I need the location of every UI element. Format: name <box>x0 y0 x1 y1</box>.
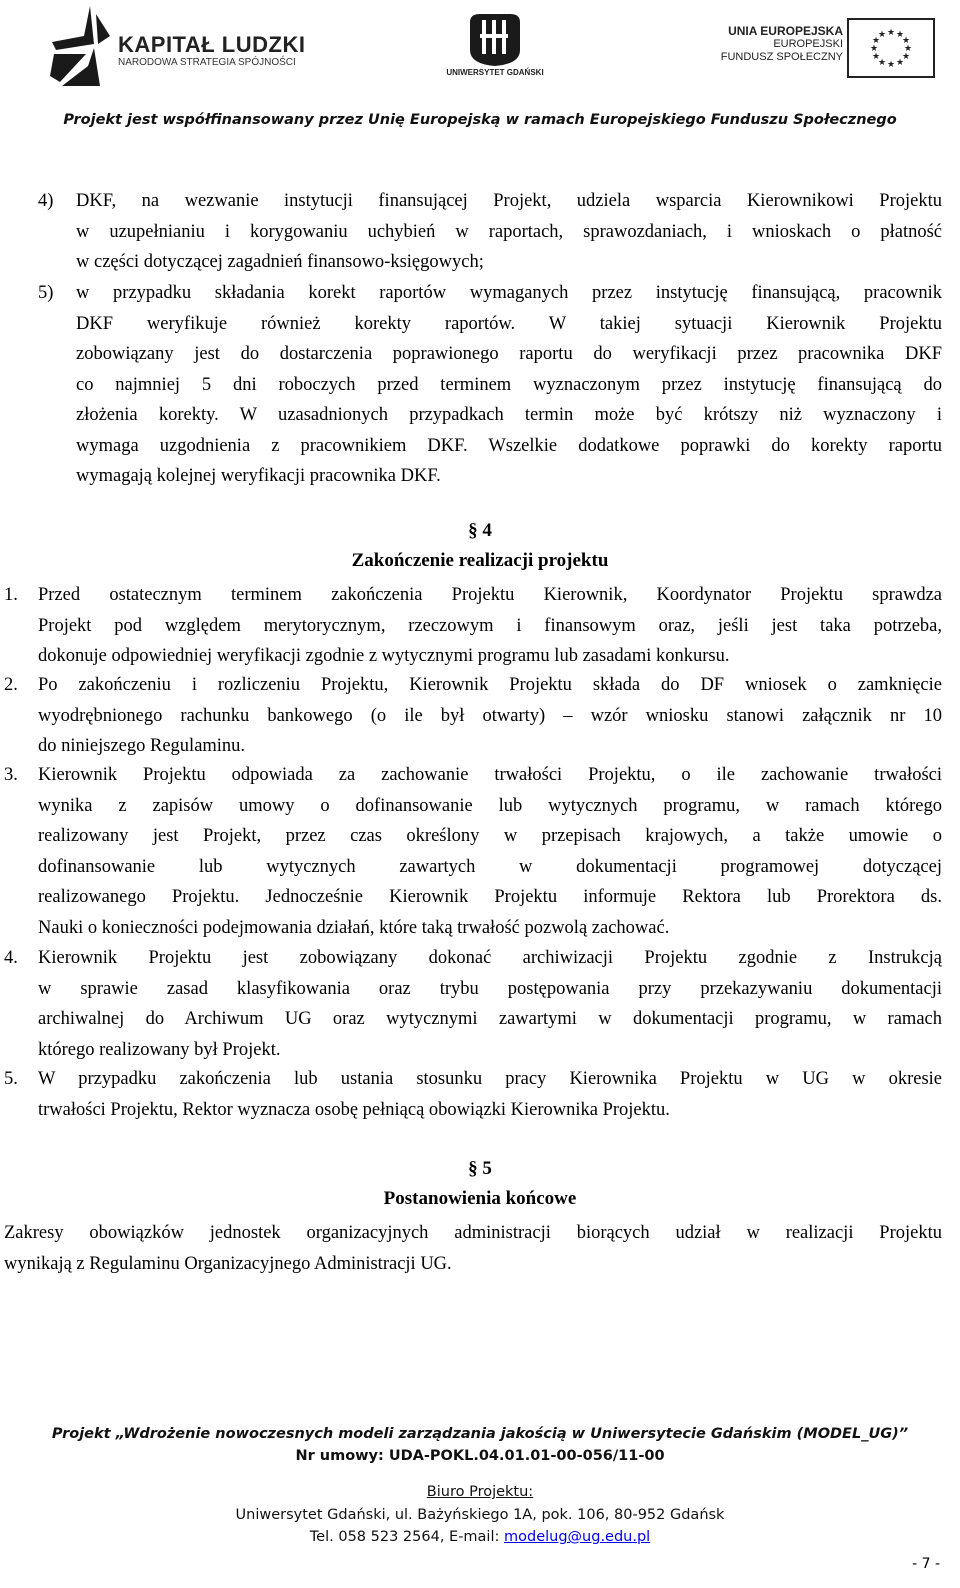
svg-text:★: ★ <box>871 52 881 62</box>
list-item-number: 4) <box>38 191 54 211</box>
list-item-number: 1. <box>4 585 18 605</box>
svg-text:★: ★ <box>886 28 896 38</box>
text-line: DKF, na wezwanie instytucji finansującej Projekt, udziela wsparcia Kierownikowi Projektu <box>76 191 942 211</box>
list-item-number: 2. <box>4 675 18 695</box>
text-line: Po zakończeniu i rozliczeniu Projektu, Kierownik Projektu składa do DF wniosek o zamknięcie <box>38 675 942 695</box>
text-line: którego realizowany był Projekt. <box>38 1039 281 1060</box>
ug-emblem-icon <box>440 12 550 68</box>
svg-text:★: ★ <box>895 58 905 68</box>
svg-text:★: ★ <box>901 52 911 62</box>
section-title: Zakończenie realizacji projektu <box>351 550 609 571</box>
text-line: dofinansowanie lub wytycznych zawartych w dokumentacji programowej dotyczącej <box>38 856 942 877</box>
eu-line3: FUNDUSZ SPOŁECZNY <box>720 51 843 63</box>
kapital-ludzki-subtitle: NARODOWA STRATEGIA SPÓJNOŚCI <box>118 57 296 68</box>
section-title: Postanowienia końcowe <box>383 1188 577 1209</box>
text-line: złożenia korekty. W uzasadnionych przypadkach termin może być krótszy niż wyznaczony i <box>76 405 942 425</box>
kapital-ludzki-emblem-icon <box>50 6 112 86</box>
eu-flag-icon <box>847 18 935 78</box>
cofinancing-note: Projekt jest współfinansowany przez Unię Europejską w ramach Europejskiego Funduszu Społecznego <box>63 112 897 128</box>
svg-text:★: ★ <box>877 30 887 40</box>
text-line: dokonuje odpowiedniej weryfikacji zgodnie z wytycznymi programu lub zasadami konkursu. <box>38 646 730 666</box>
list-item <box>38 1064 942 1125</box>
footer-email-link[interactable]: modelug@ug.edu.pl <box>504 1529 651 1545</box>
text-line: realizowany jest Projekt, przez czas określony w przepisach krajowych, a także umowie o <box>38 826 942 846</box>
text-line: realizowanego Projektu. Jednocześnie Kierownik Projektu informuje Rektora lub Prorektora ds. <box>38 887 942 907</box>
list-item <box>38 943 942 1065</box>
list-item <box>38 580 942 672</box>
list-item <box>76 186 942 278</box>
text-line: w uzupełnianiu i korygowaniu uchybień w raportach, sprawozdaniach, i wnioskach o płatność <box>76 221 942 242</box>
text-line: DKF weryfikuje również korekty raportów. W takiej sytuacji Kierownik Projektu <box>76 313 942 334</box>
eu-line2: EUROPEJSKI <box>773 38 843 50</box>
text-line: archiwalnej do Archiwum UG oraz wytycznymi zawartymi w dokumentacji programu, w ramach <box>38 1009 942 1029</box>
text-line: w sprawie zasad klasyfikowania oraz trybu postępowania przy przekazywaniu dokumentacji <box>38 978 942 999</box>
eu-line1: UNIA EUROPEJSKA <box>728 24 843 38</box>
text-line: zobowiązany jest do dostarczenia poprawionego raportu do weryfikacji przez pracownika DKF <box>76 344 942 364</box>
text-line: w części dotyczącej zagadnień finansowo-księgowych; <box>76 252 484 272</box>
svg-text:★: ★ <box>895 30 905 40</box>
text-line: trwałości Projektu, Rektor wyznacza osobę pełniącą obowiązki Kierownika Projektu. <box>38 1099 670 1120</box>
svg-text:★: ★ <box>871 36 881 46</box>
list-item <box>76 278 942 492</box>
text-line: Zakresy obowiązków jednostek organizacyjnych administracji biorących udział w realizacji Projektu <box>4 1223 942 1243</box>
text-line: wymaga uzgodnienia z pracownikiem DKF. Wszelkie dodatkowe poprawki do korekty raportu <box>76 435 942 456</box>
text-line: Kierownik Projektu odpowiada za zachowanie trwałości Projektu, o ile zachowanie trwałości <box>38 765 942 785</box>
footer-contact <box>0 1529 960 1545</box>
text-line: W przypadku zakończenia lub ustania stosunku pracy Kierownika Projektu w UG w okresie <box>38 1069 942 1089</box>
footer-address: Uniwersytet Gdański, ul. Bażyńskiego 1A, pok. 106, 80-952 Gdańsk <box>235 1507 725 1523</box>
text-line: wyodrębnionego rachunku bankowego (o ile był otwarty) – wzór wniosku stanowi załącznik nr 10 <box>38 705 942 726</box>
text-line: wynikają z Regulaminu Organizacyjnego Administracji UG. <box>4 1253 452 1274</box>
ug-logo <box>440 12 550 82</box>
page-number: - 7 - <box>912 1556 940 1572</box>
list-item <box>38 670 942 762</box>
paragraph <box>4 1218 942 1279</box>
footer-office-label <box>0 1484 960 1500</box>
list-item-number: 4. <box>4 948 18 968</box>
svg-text:★: ★ <box>877 58 887 68</box>
text-line: Kierownik Projektu jest zobowiązany dokonać archiwizacji Projektu zgodnie z Instrukcją <box>38 948 942 968</box>
list-item <box>38 760 942 943</box>
header-logos <box>0 0 960 100</box>
section-number: § 4 <box>468 520 492 541</box>
kapital-ludzki-logo <box>50 6 320 86</box>
eu-logo <box>715 18 935 78</box>
text-line: wynika z zapisów umowy o dofinansowanie lub wytycznych programu, w ramach którego <box>38 795 942 816</box>
text-line: w przypadku składania korekt raportów wymaganych przez instytucję finansującą, pracownik <box>76 283 942 303</box>
svg-text:★: ★ <box>886 60 896 70</box>
text-line: Przed ostatecznym terminem zakończenia Projektu Kierownik, Koordynator Projektu sprawdza <box>38 585 942 605</box>
list-item-number: 3. <box>4 765 18 785</box>
footer-contract: Nr umowy: UDA-POKL.04.01.01-00-056/11-00 <box>295 1448 665 1464</box>
text-line: Projekt pod względem merytorycznym, rzeczowym i finansowym oraz, jeśli jest taka potrzeba, <box>38 615 942 636</box>
svg-text:★: ★ <box>869 44 879 54</box>
footer-project-title-text: Projekt „Wdrożenie nowoczesnych modeli zarządzania jakością w Uniwersytecie Gdańskim (MODEL_UG)” <box>51 1426 909 1442</box>
text-line: Nauki o konieczności podejmowania działań, które taką trwałość pozwolą zachować. <box>38 917 670 938</box>
text-line: wymagają kolejnej weryfikacji pracownika DKF. <box>76 466 441 486</box>
eu-text <box>721 24 843 64</box>
section-number: § 5 <box>468 1158 492 1179</box>
ug-name: UNIWERSYTET GDAŃSKI <box>446 68 544 77</box>
text-line: co najmniej 5 dni roboczych przed terminem wyznaczonym przez instytucję finansującą do <box>76 374 942 395</box>
svg-text:★: ★ <box>901 36 911 46</box>
svg-text:★: ★ <box>903 44 913 54</box>
list-item-number: 5) <box>38 283 54 303</box>
footer-office-label-text: Biuro Projektu: <box>426 1484 534 1500</box>
footer-project-title <box>0 1426 960 1442</box>
text-line: do niniejszego Regulaminu. <box>38 736 246 756</box>
footer-phone: Tel. 058 523 2564, E-mail: <box>309 1529 504 1545</box>
kapital-ludzki-name: KAPITAŁ LUDZKI <box>118 32 306 57</box>
list-item-number: 5. <box>4 1069 18 1089</box>
